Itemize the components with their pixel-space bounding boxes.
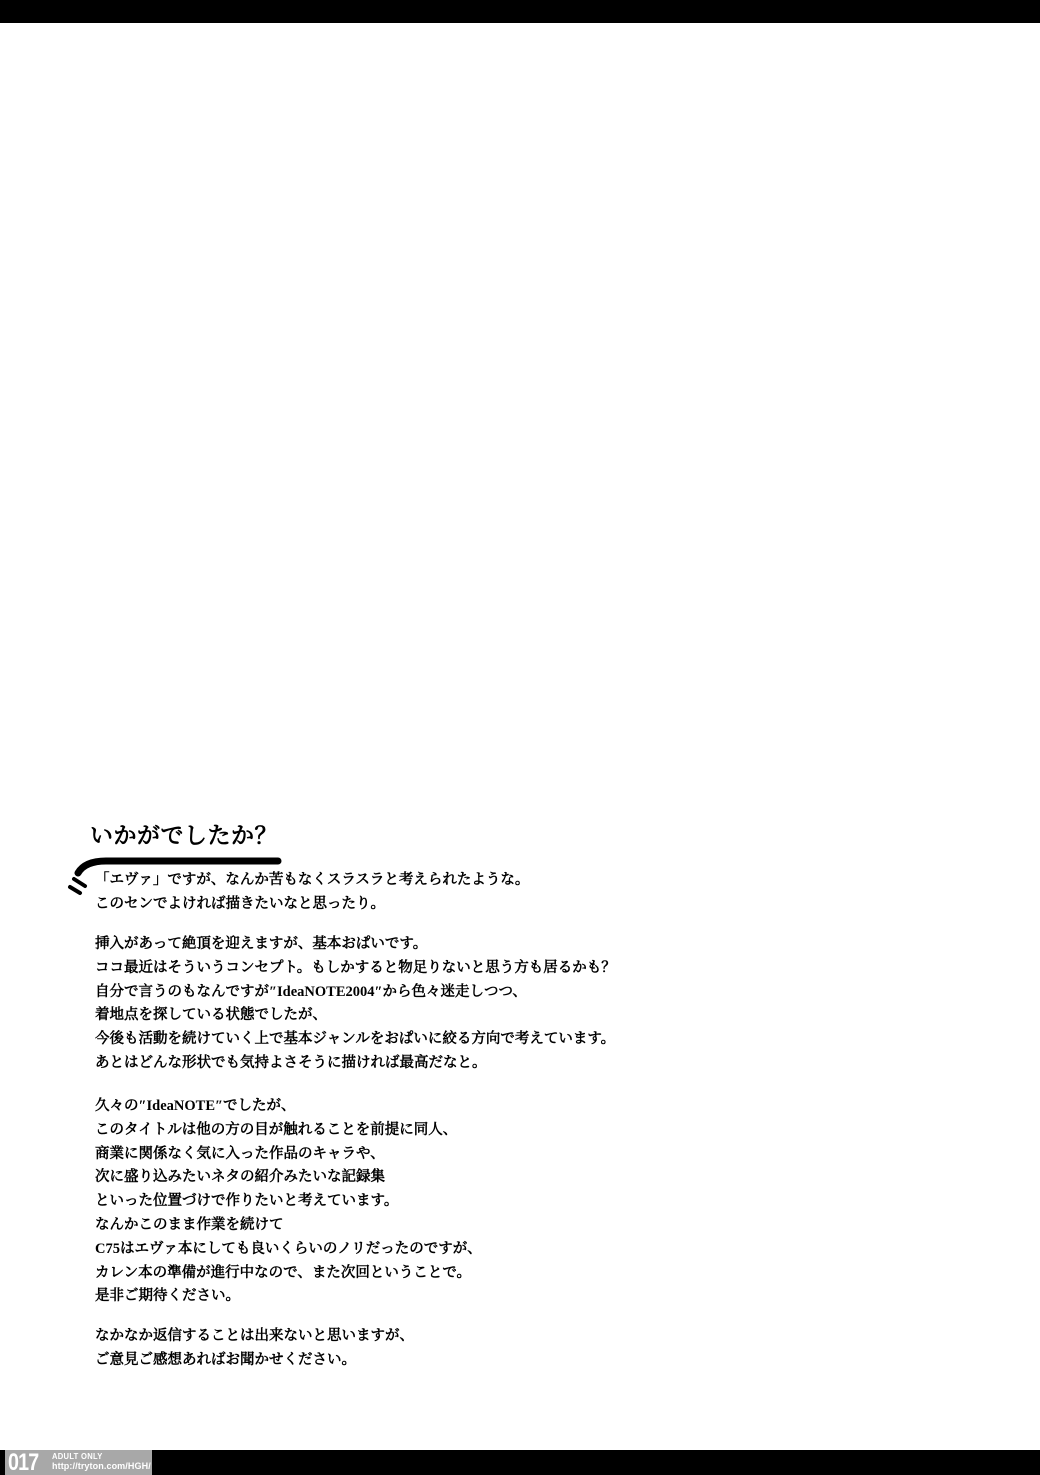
text-line: 自分で言うのもなんですが″IdeaNOTE2004″から色々迷走しつつ、	[95, 983, 527, 1000]
text-line: なかなか返信することは出来ないと思いますが、	[95, 1328, 414, 1344]
text-line: 次に盛り込みたいネタの紹介みたいな記録集	[95, 1169, 385, 1186]
text-line: このタイトルは他の方の目が触れることを前提に同人、	[95, 1121, 458, 1138]
text-line: なんかこのまま作業を続けて	[95, 1216, 284, 1233]
text-line: カレン本の準備が進行中なので、また次回ということで。	[95, 1264, 472, 1281]
text-line: あとはどんな形状でも気持よさそうに描ければ最高だなと。	[95, 1054, 487, 1071]
text-line: 挿入があって絶頂を迎えますが、基本おぱいです。	[95, 936, 428, 952]
text-line: 是非ご期待ください。	[95, 1288, 240, 1305]
page-number: 017	[8, 1450, 39, 1475]
text-line: 商業に関係なく気に入った作品のキャラや、	[95, 1145, 385, 1162]
afterword-paragraph-3	[95, 1095, 482, 1309]
text-line: 着地点を探している状態でしたが、	[95, 1007, 327, 1024]
afterword-paragraph-2	[95, 933, 616, 1076]
afterword-paragraph-1	[95, 869, 529, 917]
footer-text-block	[52, 1453, 151, 1472]
footer-info-plate	[5, 1450, 152, 1475]
afterword-paragraph-4	[95, 1325, 414, 1373]
text-line: C75はエヴァ本にしても良いくらいのノリだったのですが、	[95, 1240, 482, 1257]
top-border-bar	[0, 0, 1040, 23]
text-line: 「エヴァ」ですが、なんか苦もなくスラスラと考えられたような。	[95, 872, 530, 888]
site-url: http://tryton.com/HGH/	[52, 1460, 151, 1472]
text-line: といった位置づけで作りたいと考えています。	[95, 1193, 399, 1210]
bottom-border-bar	[0, 1450, 1040, 1475]
text-line: このセンでよければ描きたいなと思ったり。	[95, 895, 385, 912]
text-line: ご意見ご感想あればお聞かせください。	[95, 1351, 356, 1368]
text-line: 久々の″IdeaNOTE″でしたが、	[95, 1098, 296, 1114]
text-line: ココ最近はそういうコンセプト。もしかすると物足りないと思う方も居るかも？	[95, 959, 616, 976]
page-title: いかがでしたか？	[90, 823, 278, 848]
text-line: 今後も活動を続けていく上で基本ジャンルをおぱいに絞る方向で考えています。	[95, 1031, 616, 1048]
adult-only-label: ADULT ONLY	[52, 1451, 103, 1461]
